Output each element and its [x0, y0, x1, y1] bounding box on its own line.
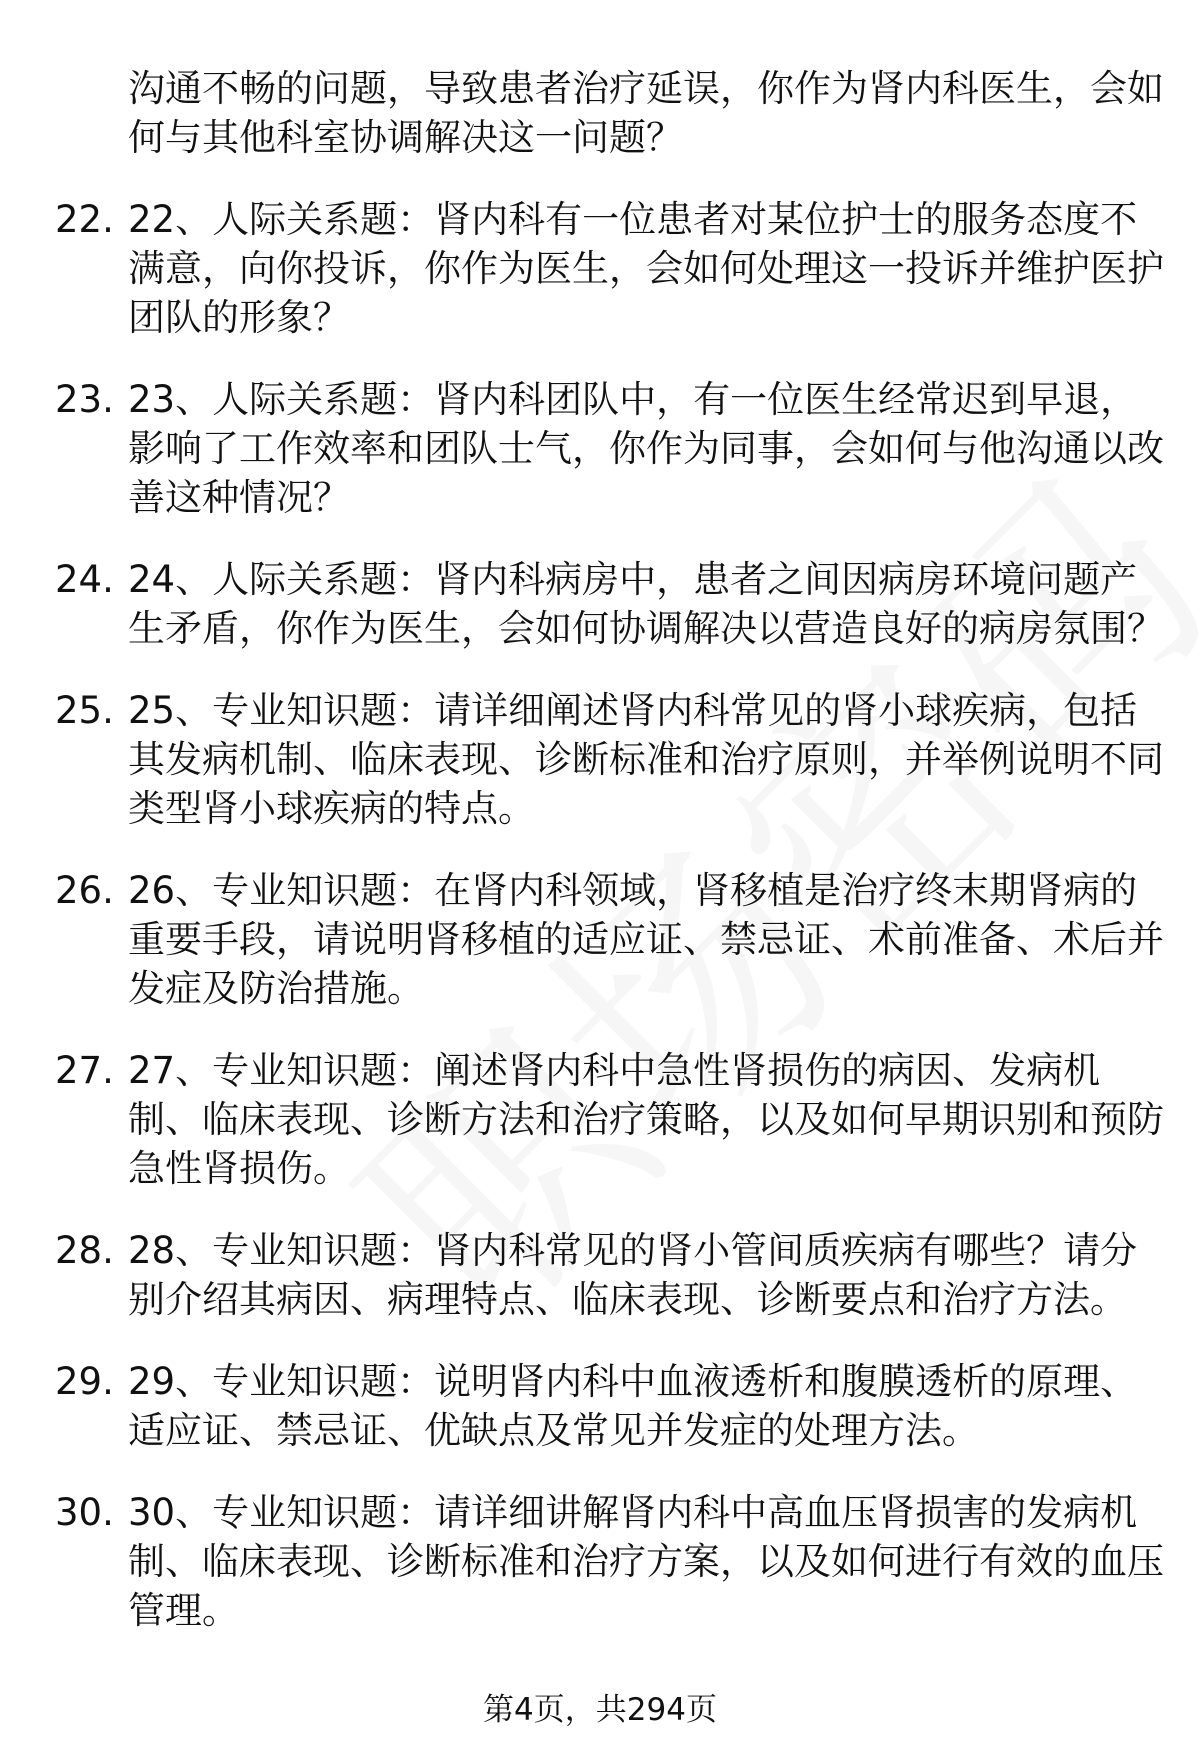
list-item	[0, 686, 1200, 833]
item-number: 30.	[55, 1491, 114, 1534]
item-number: 24.	[55, 558, 114, 601]
list-item	[0, 1046, 1200, 1193]
item-text: 26、专业知识题：在肾内科领域，肾移植是治疗终末期肾病的重要手段，请说明肾移植的适应证、禁忌证、术前准备、术后并发症及防治措施。	[128, 869, 1164, 1010]
item-text: 28、专业知识题：肾内科常见的肾小管间质疾病有哪些？请分别介绍其病因、病理特点、临床表现、诊断要点和治疗方法。	[128, 1229, 1138, 1321]
item-text: 23、人际关系题：肾内科团队中，有一位医生经常迟到早退，影响了工作效率和团队士气，你作为同事，会如何与他沟通以改善这种情况？	[128, 378, 1164, 519]
list-item	[0, 1226, 1200, 1324]
item-text: 27、专业知识题：阐述肾内科中急性肾损伤的病因、发病机制、临床表现、诊断方法和治疗策略，以及如何早期识别和预防急性肾损伤。	[128, 1049, 1164, 1190]
item-number: 23.	[55, 378, 114, 421]
list-item	[0, 195, 1200, 342]
list-item	[0, 1357, 1200, 1455]
list-item	[0, 555, 1200, 653]
question-list	[0, 64, 1200, 1635]
item-text: 24、人际关系题：肾内科病房中，患者之间因病房环境问题产生矛盾，你作为医生，会如何协调解决以营造良好的病房氛围？	[128, 558, 1164, 650]
list-item	[0, 866, 1200, 1013]
page-footer: 第4页，共294页	[483, 1692, 717, 1728]
item-number: 22.	[55, 198, 114, 241]
item-number: 26.	[55, 869, 114, 912]
item-number: 28.	[55, 1229, 114, 1272]
item-number: 27.	[55, 1049, 114, 1092]
item-number: 25.	[55, 689, 114, 732]
item-text: 30、专业知识题：请详细讲解肾内科中高血压肾损害的发病机制、临床表现、诊断标准和治疗方案，以及如何进行有效的血压管理。	[128, 1491, 1164, 1632]
continuation-text: 沟通不畅的问题，导致患者治疗延误，你作为肾内科医生，会如何与其他科室协调解决这一问题？	[128, 67, 1164, 159]
list-item	[0, 375, 1200, 522]
list-item	[0, 1488, 1200, 1635]
item-text: 25、专业知识题：请详细阐述肾内科常见的肾小球疾病，包括其发病机制、临床表现、诊断标准和治疗原则，并举例说明不同类型肾小球疾病的特点。	[128, 689, 1164, 830]
item-number: 29.	[55, 1360, 114, 1403]
item-text: 22、人际关系题：肾内科有一位患者对某位护士的服务态度不满意，向你投诉，你作为医生，会如何处理这一投诉并维护医护团队的形象？	[128, 198, 1164, 339]
item-text: 29、专业知识题：说明肾内科中血液透析和腹膜透析的原理、适应证、禁忌证、优缺点及常见并发症的处理方法。	[128, 1360, 1138, 1452]
